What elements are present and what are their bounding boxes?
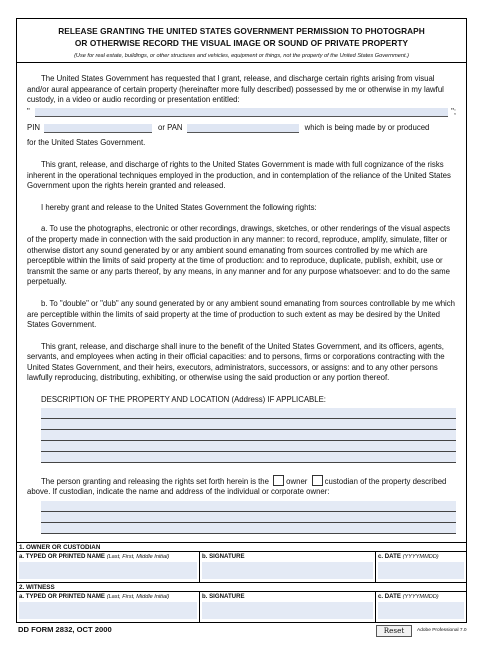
witness-section	[17, 582, 466, 622]
for-usg-text: for the United States Government.	[27, 138, 146, 148]
owner-custodian-section	[17, 542, 466, 582]
owner-date-input[interactable]	[378, 562, 464, 579]
pan-field[interactable]	[187, 124, 299, 133]
owner-custodian-paragraph	[27, 475, 456, 498]
custodian-label: custodian of the property	[324, 476, 411, 486]
cognizance-paragraph: This grant, release, and discharge of rights to the United States Government is made with full cognizance of the risks inherent in the operational techniques employed in the production, and in contemplation of the reliance of the United States Government upon the rights herein granted and released.	[27, 159, 451, 191]
owner-details-line[interactable]	[41, 501, 456, 512]
witness-signature-label: b. SIGNATURE	[202, 593, 245, 600]
owner-name-cell	[17, 552, 200, 582]
description-label: DESCRIPTION OF THE PROPERTY AND LOCATION (Address) IF APPLICABLE:	[41, 395, 326, 405]
witness-signature-cell	[200, 592, 376, 622]
custodian-checkbox[interactable]	[312, 475, 323, 486]
owner-details-line[interactable]	[41, 523, 456, 534]
description-line[interactable]	[41, 430, 456, 441]
pin-label: PIN	[27, 122, 40, 132]
production-title-field[interactable]	[35, 108, 448, 117]
form-footer	[18, 625, 468, 639]
owner-name-input[interactable]	[19, 562, 197, 579]
witness-date-cell	[376, 592, 466, 622]
intro-paragraph: The United States Government has requested that I grant, release, and discharge certain rights arising from visual and/or aural appearance of certain property (hereinafter more fully described) possessed by me or otherwise in my lawful custody, in a video or audio recording or presentation entitled:	[27, 74, 444, 105]
section1-row	[17, 552, 466, 582]
owner-checkbox[interactable]	[273, 475, 284, 486]
witness-date-input[interactable]	[378, 602, 464, 619]
witness-signature-input[interactable]	[202, 602, 373, 619]
title-line-2: OR OTHERWISE RECORD THE VISUAL IMAGE OR SOUND OF PRIVATE PROPERTY	[74, 38, 409, 48]
form-title	[17, 19, 466, 49]
title-line-1: RELEASE GRANTING THE UNITED STATES GOVERNMENT PERMISSION TO PHOTOGRAPH	[58, 26, 425, 36]
owner-label: owner	[286, 476, 308, 486]
form-number: DD FORM 2832, OCT 2000	[18, 625, 112, 634]
witness-name-label: a. TYPED OR PRINTED NAME (Last, First, Middle Initial)	[19, 593, 170, 600]
produced-text: which is being made by or produced	[304, 122, 430, 132]
right-b-paragraph: b. To "double" or "dub" any sound generated by or any ambient sound emanating from sources controllable by me which are perceptible within the limits of said property at the time of production to such extent as may be desired by the United States Government.	[27, 298, 456, 330]
grant-rights-paragraph: I hereby grant and release to the United States Government the following rights:	[41, 202, 317, 212]
owner-date-label: c. DATE (YYYYMMDD)	[378, 553, 439, 560]
witness-date-label: c. DATE (YYYYMMDD)	[378, 593, 439, 600]
witness-name-input[interactable]	[19, 602, 197, 619]
production-title-row	[27, 107, 456, 118]
pin-field[interactable]	[44, 124, 152, 133]
witness-name-cell	[17, 592, 200, 622]
section1-heading: 1. OWNER OR CUSTODIAN	[17, 543, 466, 552]
reset-button[interactable]: Reset	[376, 625, 412, 637]
description-line[interactable]	[41, 452, 456, 463]
section2-heading: 2. WITNESS	[17, 583, 466, 592]
form-subtitle: (Use for real estate, buildings, or other structures and vehicles, equipment or things, not the property of the United States Government.)	[17, 53, 466, 63]
or-pan-label: or PAN	[158, 122, 183, 132]
owner-details-line[interactable]	[41, 512, 456, 523]
inure-paragraph: This grant, release, and discharge shall inure to the benefit of the United States Government, and its officers, agents, servants, and employees when acting in their official capacities: and to persons, firms or corporations contracting with the United States Government, and their heirs, executors, administrators, successors, or assigns: and to any other persons lawfully reproducing, distributing, exhibiting, or otherwise using the said production or any portion thereof.	[27, 341, 445, 383]
owner-signature-label: b. SIGNATURE	[202, 553, 245, 560]
owner-name-label: a. TYPED OR PRINTED NAME (Last, First, Middle Initial)	[19, 553, 170, 560]
pin-pan-row	[27, 123, 456, 134]
description-line[interactable]	[41, 419, 456, 430]
right-a-paragraph: a. To use the photographs, electronic or other recordings, drawings, sketches, or other renderings of the visual aspects of the property made in connection with the said production in any manner: to record, reproduce, amplify, simulate, filter or otherwise distort any sound generated by or any ambient sound emanating from sources controlled by me which are perceptible within the limits of said property at the time of production: and to reproduce, duplicate, publish, exhibit, use or transmit the same or any parts thereof, by any means, in any manner and for any purpose whatsoever: and to do the same perpetually.	[27, 224, 450, 287]
close-quote: ";	[451, 106, 456, 116]
owner-details-prompt: described above. If custodian, indicate the name and address of the individual or corporate owner:	[27, 476, 447, 497]
adobe-version-label: Adobe Professional 7.0	[417, 628, 467, 633]
description-line[interactable]	[41, 441, 456, 452]
owner-custodian-text: The person granting and releasing the rights set forth herein is the	[41, 476, 269, 486]
open-quote: "	[27, 106, 30, 116]
owner-signature-cell	[200, 552, 376, 582]
section2-row	[17, 592, 466, 622]
description-field[interactable]	[41, 408, 456, 463]
form-body	[17, 74, 466, 534]
owner-date-cell	[376, 552, 466, 582]
owner-details-field[interactable]	[41, 501, 456, 534]
description-line[interactable]	[41, 408, 456, 419]
owner-signature-input[interactable]	[202, 562, 373, 579]
release-form	[16, 18, 467, 623]
